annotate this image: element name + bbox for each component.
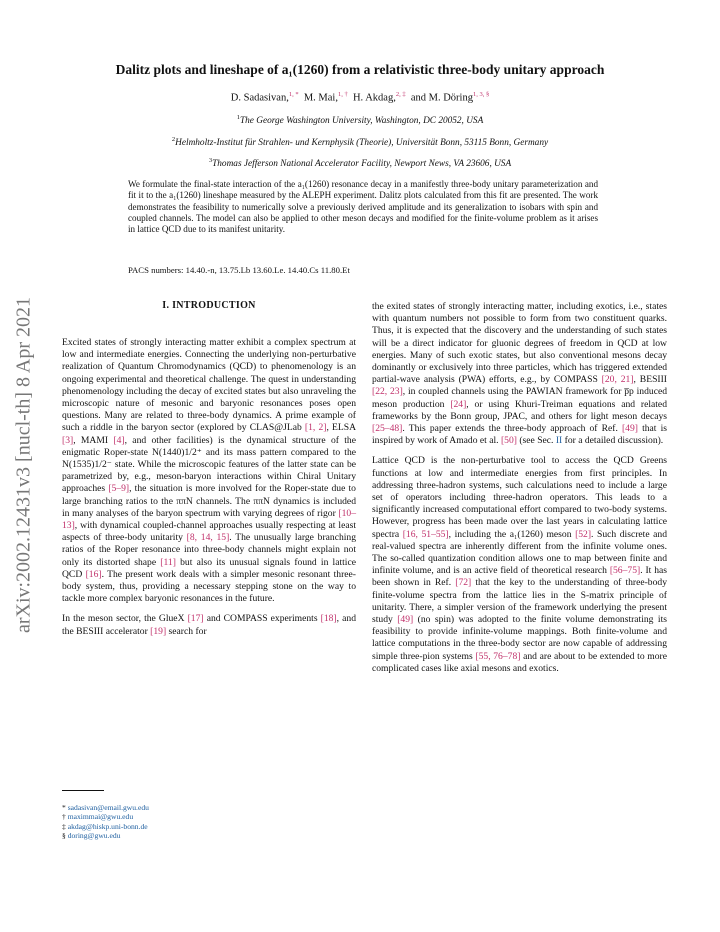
citation-link[interactable]: [20, 21] xyxy=(601,374,634,386)
citation-link[interactable]: [16, 51–55] xyxy=(402,528,449,540)
author: and M. Döring xyxy=(410,92,473,104)
citation-link[interactable]: [19] xyxy=(150,625,167,637)
footnote: † maximmai@gwu.edu xyxy=(62,812,134,822)
citation-link[interactable]: [55, 76–78] xyxy=(475,650,521,662)
abstract: We formulate the final-state interaction of the a₁(1260) resonance decay in a manifestly three-body unitary parameterization and fit it to the a₁(1260) lineshape measured by the ALEPH experiment. Dalitz plots calculated from this fit are presented. The work demonstrates the feasibility to numerically solve a previously derived amplitude and its generalization to isobars with spin and coupled channels. The model can also be applied to other meson decays and modified for the finite-volume problem as it arises in lattice QCD due to its manifest unitarity. xyxy=(128,179,598,235)
section-heading: I. INTRODUCTION xyxy=(162,300,256,311)
citation-link[interactable]: [16] xyxy=(85,568,102,580)
email-link[interactable]: maximmai@gwu.edu xyxy=(67,812,134,822)
citation-link[interactable]: [72] xyxy=(455,577,472,589)
citation-link[interactable]: [50] xyxy=(500,435,517,447)
citation-link[interactable]: [52] xyxy=(575,528,592,540)
author-marks: 1, 3, § xyxy=(472,91,490,98)
author-marks: 2, ‡ xyxy=(395,91,406,98)
section-link[interactable]: II xyxy=(555,435,563,447)
citation-link[interactable]: [5–9] xyxy=(108,483,130,495)
citation-link[interactable]: [8, 14, 15] xyxy=(186,532,230,544)
footnote-rule xyxy=(62,790,104,791)
citation-link[interactable]: [11] xyxy=(160,556,176,568)
right-column xyxy=(372,301,667,683)
paragraph: Lattice QCD is the non-perturbative tool to access the QCD Greens functions at low and intermediate energies from first principles. In addressing three-hadron systems, such calculations need to include a large set of operators including three-hadron operators. This leads to a significantly increased computational effort compared to two-body systems. However, progress has been made over the last years in calculating lattice spectra [16, 51–55], including the a₁(1260) meson [52]. Such discrete and real-valued spectra are inherently different from the infinite volume ones. The so-called quantization condition allows one to map between finite and infinite volume, and is an active field of theoretical research [56–75]. It has been shown in Ref. [72] that the key to the understanding of three-body finite-volume spectra from the lattice lies in the S-matrix principle of unitarity. There, a simpler version of the framework underlying the present study [49] (no spin) was adopted to the finite volume demonstrating its feasibility to provide infinite-volume mappings. Both finite-volume and lattice computations in the three-body sector are now capable of addressing simple three-pion systems [55, 76–78] and are about to be extended to more complicated cases like axial mesons and exotics. xyxy=(372,455,668,674)
citation-link[interactable]: [10–13] xyxy=(62,507,356,532)
author: H. Akdag, xyxy=(352,92,396,104)
paragraph: the exited states of strongly interacting matter, including exotics, i.e., states with quantum numbers not possible to form from two constituent quarks. Thus, it is expected that the discovery and the understanding of such states will be a direct indicator for gluonic degrees of freedom in QCD at low energies. Many of such exotic states, but also conventional mesons decay dominantly or exclusively into three particles, which has triggered extended partial-wave analysis (PWA) efforts, e.g., by COMPASS [20, 21], BESIII [22, 23], in coupled channels using the PAWIAN framework for p̅p induced meson production [24], or using Khuri-Treiman equations and related frameworks by the Bonn group, JPAC, and others for light meson decays [25–48]. This paper extends the three-body approach of Ref. [49] that is inspired by work of Amado et al. [50] (see Sec. II for a detailed discussion). xyxy=(372,301,668,447)
email-link[interactable]: akdag@hiskp.uni-bonn.de xyxy=(67,821,148,831)
author-list xyxy=(0,91,720,104)
pacs-numbers: PACS numbers: 14.40.-n, 13.75.Lb 13.60.Le. 14.40.Cs 11.80.Et xyxy=(128,265,350,275)
citation-link[interactable]: [49] xyxy=(621,423,638,435)
citation-link[interactable]: [22, 23] xyxy=(372,386,403,398)
citation-link[interactable]: [25–48] xyxy=(372,423,403,435)
arxiv-stamp: arXiv:2002.12431v3 [nucl-th] 8 Apr 2021 xyxy=(12,296,35,634)
author-marks: 1, * xyxy=(288,91,299,98)
citation-link[interactable]: [24] xyxy=(450,398,467,410)
citation-link[interactable]: [3] xyxy=(62,434,74,446)
citation-link[interactable]: [17] xyxy=(187,613,204,625)
citation-link[interactable]: [4] xyxy=(113,434,125,446)
author: D. Sadasivan, xyxy=(230,92,289,104)
paragraph: Excited states of strongly interacting matter exhibit a complex spectrum at low and intermediate energies. Connecting the underlying non-perturbative realization of Quantum Chromodynamics (QCD) to phenomenology is an ongoing experimental and theoretical challenge. The quest in understanding phenomenology including the decay of excited states but also unraveling the microscopic nature of mesonic and baryonic resonances poses open questions. Many are related to three-body dynamics. A prime example of such a riddle in the baryon sector (explored by CLAS@JLab [1, 2], ELSA [3], MAMI [4], and other facilities) is the dynamical structure of the enigmatic Roper-state N(1440)1/2⁺ and its mass pattern compared to the N(1535)1/2⁻ state. While the microscopic features of the latter state can be parametrized by, e.g., meson-baryon interactions within Chiral Unitary approaches [5–9], the situation is more involved for the Roper-state due to large branching ratios to the ππN channels. The ππN dynamics is included in many analyses of the baryon spectrum with varying degrees of rigor [10–13], with dynamical coupled-channel approaches usually respecting at least aspects of three-body unitarity [8, 14, 15]. The unusually large branching ratios of the Roper resonance into three-body channels might explain not only its distorted shape [11] but also its unusual signals found in lattice QCD [16]. The present work deals with a simpler mesonic resonant three-body system, thus, providing a necessary stepping stone on the way to tackle more complex baryonic resonances in the future. xyxy=(62,337,357,605)
footnote: * sadasivan@email.gwu.edu xyxy=(62,803,149,812)
email-link[interactable]: sadasivan@email.gwu.edu xyxy=(67,803,149,812)
author: M. Mai, xyxy=(303,92,338,104)
affiliation-1: $^1$The George Washington University, Washington, DC 20052, USA xyxy=(236,114,484,127)
affiliation-3: $^3$Thomas Jefferson National Accelerator Facility, Newport News, VA 23606, USA xyxy=(208,157,512,170)
left-column xyxy=(62,337,356,646)
paragraph: In the meson sector, the GlueX [17] and COMPASS experiments [18], and the BESIII accelerator [19] search for xyxy=(62,613,356,637)
footnote: ‡ akdag@hiskp.uni-bonn.de xyxy=(62,821,148,831)
citation-link[interactable]: [56–75] xyxy=(609,565,641,577)
citation-link[interactable]: [1, 2] xyxy=(304,422,327,434)
footnote: § doring@gwu.edu xyxy=(62,831,121,841)
footnotes xyxy=(62,803,149,841)
paper-title: Dalitz plots and lineshape of a₁(1260) from a relativistic three-body unitary approach xyxy=(115,62,605,77)
email-link[interactable]: doring@gwu.edu xyxy=(67,831,121,841)
citation-link[interactable]: [49] xyxy=(397,614,414,626)
author-marks: 1, † xyxy=(337,91,348,98)
citation-link[interactable]: [18] xyxy=(320,613,337,625)
affiliation-2: $^2$Helmholtz-Institut für Strahlen- und Kernphysik (Theorie), Universität Bonn, 53115 Bonn, Germany xyxy=(171,136,549,149)
